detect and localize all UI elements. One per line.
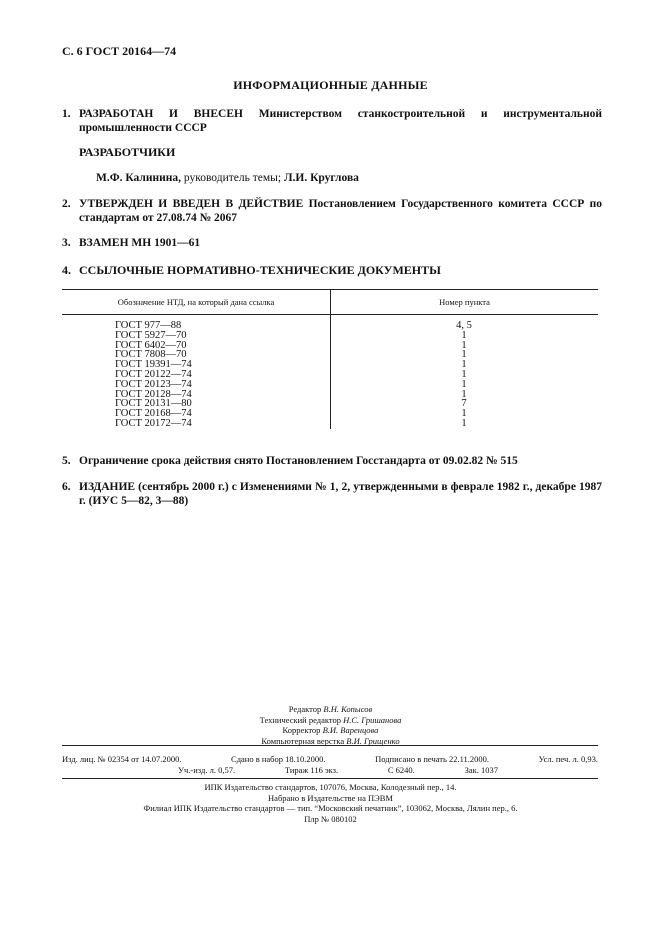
c-number: С 6240. — [387, 765, 415, 775]
page-header: С. 6 ГОСТ 20164—74 — [62, 44, 177, 58]
document-title: ИНФОРМАЦИОННЫЕ ДАННЫЕ — [233, 78, 428, 92]
row-point: 1 — [461, 388, 467, 400]
row-document: ГОСТ 20131—80 — [115, 398, 192, 410]
item-number: 5. — [62, 455, 71, 467]
row-document: ГОСТ 5927—70 — [115, 329, 187, 341]
set-date: Сдано в набор 18.10.2000. — [231, 754, 326, 764]
divider — [62, 778, 598, 779]
print-sheets: Усл. печ. л. 0,93. — [538, 754, 598, 764]
row-document: ГОСТ 6402—70 — [115, 339, 187, 351]
item-number: 4. — [62, 263, 71, 277]
credit-label: Редактор — [288, 704, 322, 714]
publisher-block — [0, 782, 661, 824]
table-body — [62, 315, 598, 429]
print-run: Тираж 116 экз. — [284, 765, 339, 775]
column-divider — [330, 315, 331, 429]
pub-sheets: Уч.-изд. л. 0,57. — [178, 765, 236, 775]
credits-block — [0, 704, 661, 746]
divider — [62, 745, 598, 746]
item-edition — [62, 480, 602, 508]
item-lead: РАЗРАБОТАН И ВНЕСЕН — [79, 108, 243, 120]
item-text: Постановлением Государственного комитета СССР по стандартам от 27.08.74 № 2067 — [79, 198, 603, 224]
item-references — [62, 263, 602, 277]
item-number: 1. — [62, 108, 71, 120]
publisher-line: Филиал ИПК Издательство стандартов — тип. “Московский печатник”, 103062, Москва, Лялин пер., 6. — [143, 803, 518, 813]
credit-name: Н.С. Гришанова — [343, 714, 402, 725]
developer-name: Л.И. Круглова — [283, 172, 359, 184]
signed-date: Подписано в печать 22.11.2000. — [375, 754, 490, 764]
item-number: 2. — [62, 198, 71, 210]
item-number: 6. — [62, 481, 71, 493]
row-point: 7 — [461, 398, 467, 410]
row-point: 1 — [461, 408, 467, 420]
publishing-info-row — [178, 765, 498, 775]
item-lead: УТВЕРЖДЕН И ВВЕДЕН В ДЕЙСТВИЕ — [79, 198, 304, 210]
item-validity — [62, 454, 602, 468]
developers-heading: РАЗРАБОТЧИКИ — [79, 145, 176, 159]
row-point: 1 — [461, 417, 467, 429]
row-document: ГОСТ 7808—70 — [115, 349, 187, 361]
credit-name: В.Н. Копысов — [323, 704, 373, 714]
row-document: ГОСТ 20128—74 — [115, 388, 192, 400]
credit-label: Компьютерная верстка — [261, 735, 345, 746]
credit-name: В.И. Грищенко — [346, 735, 400, 746]
row-document: ГОСТ 19391—74 — [115, 359, 192, 371]
row-document: ГОСТ 977—88 — [115, 320, 182, 331]
developer-name: М.Ф. Калинина, — [96, 172, 181, 184]
row-point: 4, 5 — [456, 320, 472, 331]
row-point: 1 — [461, 378, 467, 390]
publishing-info-row — [62, 754, 598, 764]
publisher-line: Набрано в Издательстве на ПЭВМ — [268, 792, 393, 803]
row-point: 1 — [461, 368, 467, 380]
item-text: ВЗАМЕН МН 1901—61 — [79, 237, 201, 249]
developers-list — [96, 172, 359, 184]
credit-name: В.И. Варенцова — [322, 725, 379, 735]
reference-table — [62, 289, 598, 429]
item-developed-by — [62, 107, 602, 135]
row-document: ГОСТ 20172—74 — [115, 417, 192, 429]
row-point: 1 — [461, 329, 467, 341]
row-point: 1 — [461, 349, 467, 361]
item-text: ИЗДАНИЕ (сентябрь 2000 г.) с Изменениями № 1, 2, утвержденными в феврале 1982 г., декабре 1987 г. (ИУС 5—82, 3—88) — [79, 481, 602, 507]
item-approved — [62, 197, 602, 225]
item-replaces — [62, 236, 602, 250]
column-header-point: Номер пункта — [439, 297, 490, 307]
developer-role: руководитель темы; — [183, 172, 282, 184]
item-number: 3. — [62, 237, 71, 249]
item-text: Ограничение срока действия снято Постановлением Госстандарта от 09.02.82 № 515 — [79, 455, 518, 467]
row-document: ГОСТ 20122—74 — [115, 368, 192, 380]
row-point: 1 — [461, 339, 467, 351]
row-document: ГОСТ 20123—74 — [115, 378, 192, 390]
row-point: 1 — [461, 359, 467, 371]
credit-label: Технический редактор — [259, 714, 341, 725]
order-number: Зак. 1037 — [464, 765, 498, 775]
table-header — [62, 290, 598, 315]
column-header-document: Обозначение НТД, на который дана ссылка — [62, 290, 331, 314]
license: Изд. лиц. № 02354 от 14.07.2000. — [62, 754, 182, 764]
item-text: ССЫЛОЧНЫЕ НОРМАТИВНО-ТЕХНИЧЕСКИЕ ДОКУМЕНТЫ — [79, 263, 441, 277]
row-document: ГОСТ 20168—74 — [115, 408, 192, 420]
item-text: Министерством станкостроительной и инструментальной промышленности СССР — [79, 108, 602, 134]
credit-label: Корректор — [282, 725, 321, 735]
publisher-line: ИПК Издательство стандартов, 107076, Москва, Колодезный пер., 14. — [204, 782, 457, 792]
publisher-line: Плр № 080102 — [304, 813, 357, 824]
